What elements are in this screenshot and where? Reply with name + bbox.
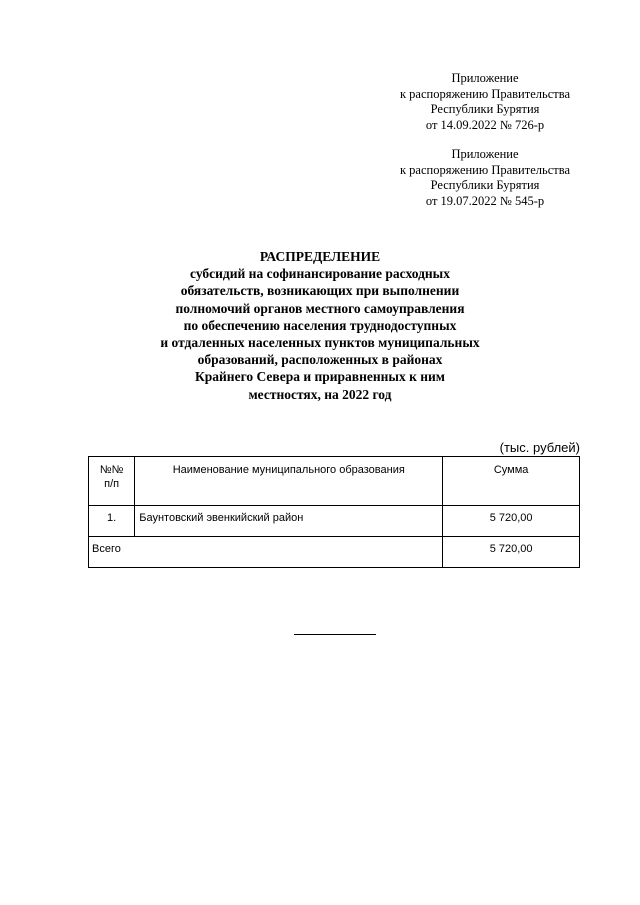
closing-divider (294, 634, 376, 635)
subsidy-table (88, 456, 580, 568)
row-name: Баунтовский эвенкийский район (135, 506, 443, 537)
appendix-date-number: от 14.09.2022 № 726-р (425, 117, 545, 132)
header-name: Наименование муниципального образования (135, 457, 443, 506)
appendix-republic: Республики Бурятия (430, 178, 540, 192)
document-title (110, 248, 530, 403)
title-line: обязательств, возникающих при выполнении (180, 283, 460, 299)
title-line: полномочий органов местного самоуправления (175, 300, 465, 316)
appendix-order-ref: к распоряжению Правительства (399, 162, 570, 177)
total-label: Всего (89, 537, 443, 568)
appendix-label: Приложение (451, 71, 519, 85)
title-line: местностях, на 2022 год (248, 386, 392, 402)
title-line: по обеспечению населения труднодоступных (183, 317, 457, 333)
appendix-header-original (375, 147, 595, 209)
total-sum: 5 720,00 (443, 537, 580, 568)
appendix-label: Приложение (451, 147, 519, 161)
row-number: 1. (89, 506, 135, 537)
table-header-row (89, 457, 580, 506)
header-number-line1: №№ (99, 464, 124, 476)
units-label: (тыс. рублей) (499, 440, 580, 455)
appendix-date-number: от 19.07.2022 № 545-р (425, 193, 545, 208)
title-line: образований, расположенных в районах (197, 352, 443, 368)
appendix-order-ref: к распоряжению Правительства (399, 86, 570, 101)
total-row (89, 537, 580, 568)
title-line: Крайнего Севера и приравненных к ним (194, 369, 445, 385)
table-row (89, 506, 580, 537)
appendix-republic: Республики Бурятия (430, 102, 540, 116)
title-line: субсидий на софинансирование расходных (190, 266, 450, 282)
header-number (89, 457, 135, 506)
appendix-header-current (375, 71, 595, 133)
header-sum: Сумма (443, 457, 580, 506)
title-line: и отдаленных населенных пунктов муниципальных (160, 335, 480, 351)
title-line: РАСПРЕДЕЛЕНИЕ (259, 249, 381, 264)
row-sum: 5 720,00 (443, 506, 580, 537)
header-number-line2: п/п (104, 478, 120, 490)
